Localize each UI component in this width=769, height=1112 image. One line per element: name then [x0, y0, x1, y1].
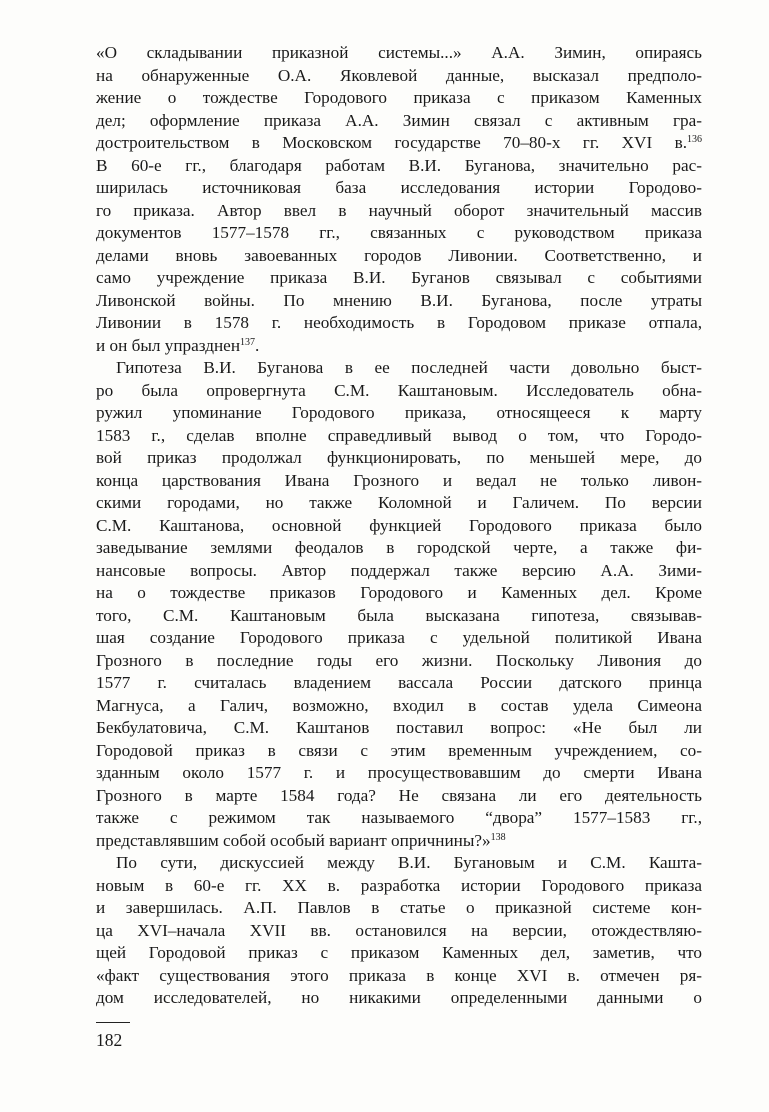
text-line	[96, 357, 702, 380]
line-text: также с режимом так называемого “двора” 1577–1583 гг.,	[96, 808, 702, 827]
text-line	[96, 582, 702, 605]
footnote-rule	[96, 1022, 130, 1023]
line-text: и завершилась. А.П. Павлов в статье о приказной системе кон-	[96, 898, 702, 917]
text-line	[96, 605, 702, 628]
line-text: «факт существования этого приказа в конце XVI в. отмечен ря-	[96, 965, 702, 985]
paragraph	[96, 357, 702, 852]
line-text: дел; оформление приказа А.А. Зимин связал с активным гра-	[96, 110, 702, 130]
text-line	[96, 200, 702, 223]
footnote-marker: 136	[687, 134, 702, 145]
line-text: Магнуса, а Галич, возможно, входил в состав удела Симеона	[96, 695, 702, 715]
line-text: Ливонии в 1578 г. необходимость в Городовом приказе отпала,	[96, 313, 702, 332]
line-text: Городовой приказ в связи с этим временным учреждением, со-	[96, 740, 702, 760]
line-text: Ливонской войны. По мнению В.И. Буганова, после утраты	[96, 290, 702, 310]
line-text: го приказа. Автор ввел в научный оборот значительный массив	[96, 200, 702, 220]
text-line	[96, 627, 702, 650]
line-text: Гипотеза В.И. Буганова в ее последней части довольно быст-	[116, 358, 702, 377]
line-text: документов 1577–1578 гг., связанных с руководством приказа	[96, 223, 702, 242]
line-text: По сути, дискуссией между В.И. Бугановым и С.М. Кашта-	[116, 853, 702, 872]
text-line	[96, 492, 702, 515]
text-line	[96, 920, 702, 943]
line-text: щей Городовой приказ с приказом Каменных дел, заметив, что	[96, 943, 702, 962]
line-text: скими городами, но также Коломной и Галичем. По версии	[96, 493, 702, 512]
text-line	[96, 650, 702, 673]
line-text: представлявшим собой особый вариант опричнины?»	[96, 830, 491, 850]
text-line	[96, 222, 702, 245]
line-text: ца XVI–начала XVII вв. остановился на версии, отождествляю-	[96, 920, 702, 940]
text-line	[96, 87, 702, 110]
text-line	[96, 515, 702, 538]
text-line	[96, 830, 702, 853]
text-line	[96, 312, 702, 335]
text-line	[96, 402, 702, 425]
line-text: ружил упоминание Городового приказа, относящееся к марту	[96, 403, 702, 422]
text-line	[96, 177, 702, 200]
line-text: делами вновь завоеванных городов Ливонии. Соответственно, и	[96, 245, 702, 265]
text-line	[96, 155, 702, 178]
line-text: новым в 60-е гг. XX в. разработка истории Городового приказа	[96, 875, 702, 895]
line-text: С.М. Каштанова, основной функцией Городового приказа было	[96, 515, 702, 535]
footnote-marker: 138	[490, 831, 506, 843]
text-line	[96, 290, 702, 313]
line-text: того, С.М. Каштановым была высказана гипотеза, связывав-	[96, 605, 702, 625]
text-line	[96, 245, 702, 268]
text-line	[96, 965, 702, 988]
text-line	[96, 762, 702, 785]
line-text: дом исследователей, но никакими определенными данными о	[96, 988, 702, 1007]
line-text: нансовые вопросы. Автор поддержал также версию А.А. Зими-	[96, 560, 702, 580]
line-text: само учреждение приказа В.И. Буганов связывал с событиями	[96, 268, 702, 287]
text-line	[96, 942, 702, 965]
line-text: конца царствования Ивана Грозного и ведал не только ливон-	[96, 470, 702, 490]
line-text: «О складывании приказной системы...» А.А. Зимин, опираясь	[96, 43, 702, 62]
text-line	[96, 807, 702, 830]
text-line	[96, 852, 702, 875]
text-line	[96, 785, 702, 808]
text-line	[96, 672, 702, 695]
text-line	[96, 695, 702, 718]
text-line	[96, 425, 702, 448]
text-line	[96, 740, 702, 763]
text-line	[96, 560, 702, 583]
line-text: шая создание Городового приказа с удельной политикой Ивана	[96, 628, 702, 647]
line-text: вой приказ продолжал функционировать, по меньшей мере, до	[96, 448, 702, 467]
text-line	[96, 447, 702, 470]
line-text: и он был упразднен	[96, 335, 241, 355]
text-line	[96, 110, 702, 133]
line-text: Бекбулатовича, С.М. Каштанов поставил вопрос: «Не был ли	[96, 718, 702, 737]
line-trailing-punctuation: .	[255, 335, 260, 355]
text-line	[96, 987, 702, 1010]
text-line	[96, 132, 702, 155]
text-line	[96, 470, 702, 493]
text-line	[96, 42, 702, 65]
text-line	[96, 65, 702, 88]
line-text: жение о тождестве Городового приказа с приказом Каменных	[96, 88, 702, 107]
line-text: зданным около 1577 г. и просуществовавшим до смерти Ивана	[96, 763, 702, 782]
text-line	[96, 335, 702, 358]
line-text: В 60-е гг., благодаря работам В.И. Буганова, значительно рас-	[96, 155, 702, 175]
footnote-marker: 137	[240, 336, 256, 348]
paragraph	[96, 852, 702, 1010]
line-text: на обнаруженные О.А. Яковлевой данные, высказал предполо-	[96, 65, 702, 85]
line-text: на о тождестве приказов Городового и Каменных дел. Кроме	[96, 583, 702, 602]
text-line	[96, 537, 702, 560]
line-text: Грозного в последние годы его жизни. Поскольку Ливония до	[96, 650, 702, 670]
line-text: 1577 г. считалась владением вассала России датского принца	[96, 673, 702, 692]
text-line	[96, 380, 702, 403]
text-line	[96, 875, 702, 898]
line-text: ширилась источниковая база исследования истории Городово-	[96, 178, 702, 197]
line-text: заведывание землями феодалов в городской черте, а также фи-	[96, 538, 702, 557]
text-line	[96, 717, 702, 740]
line-text: ро была опровергнута С.М. Каштановым. Исследователь обна-	[96, 380, 702, 400]
text-line	[96, 267, 702, 290]
line-text: Грозного в марте 1584 года? Не связана ли его деятельность	[96, 785, 702, 805]
line-text: достроительством в Московском государстве 70–80-х гг. XVI в.	[96, 133, 687, 152]
line-text: 1583 г., сделав вполне справедливый вывод о том, что Городо-	[96, 425, 702, 445]
text-line	[96, 897, 702, 920]
page-number: 182	[96, 1030, 123, 1050]
page-body	[96, 42, 702, 1010]
paragraph	[96, 42, 702, 357]
